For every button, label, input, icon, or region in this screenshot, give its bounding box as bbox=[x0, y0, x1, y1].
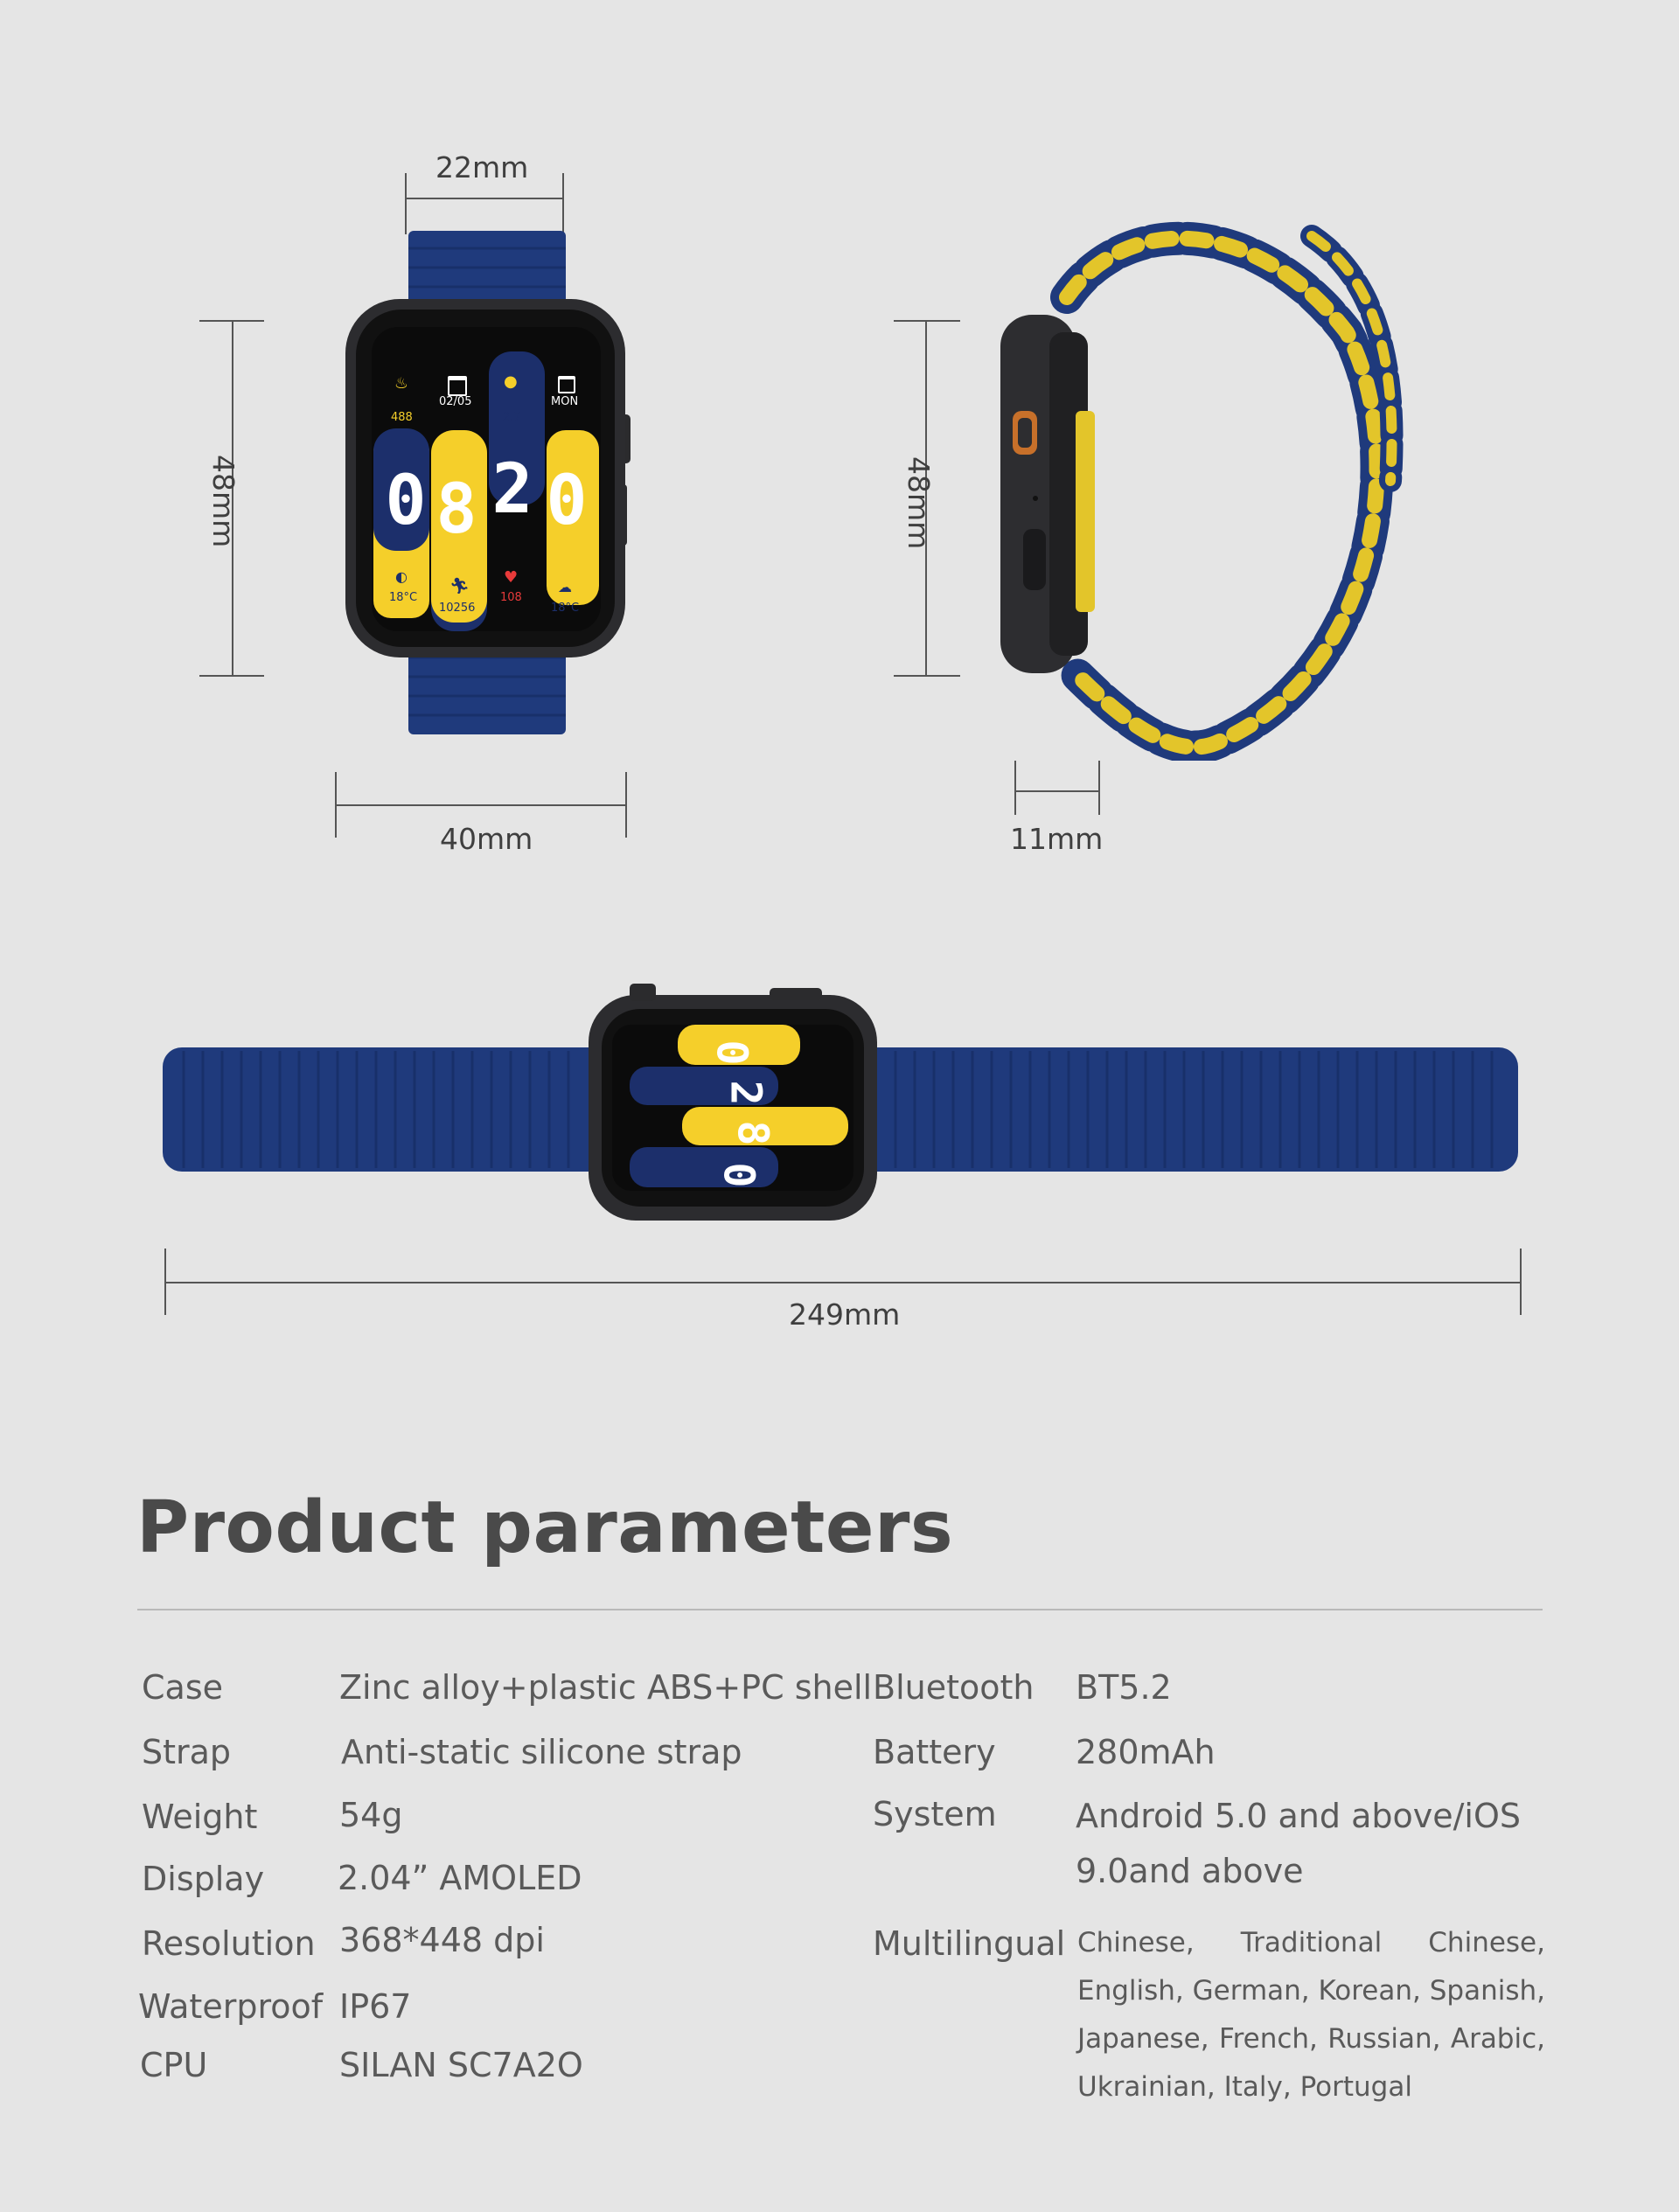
param-label-weight: Weight bbox=[142, 1798, 258, 1836]
param-label-multilingual: Multilingual bbox=[873, 1924, 1066, 1963]
dim-thickness: 11mm bbox=[1010, 822, 1104, 856]
dim-case-width: 40mm bbox=[440, 822, 533, 856]
face-digit-4: 0 bbox=[546, 462, 588, 540]
face-date: 02/05 bbox=[439, 395, 472, 408]
dim-total-length: 249mm bbox=[789, 1297, 901, 1332]
param-label-case: Case bbox=[142, 1668, 223, 1707]
front-watch-image bbox=[337, 229, 639, 736]
location-icon: ● bbox=[504, 372, 518, 391]
heart-icon: ♥ bbox=[504, 568, 519, 587]
param-value-cpu: SILAN SC7A2O bbox=[339, 2046, 583, 2084]
face-weather-temp: 18°C bbox=[551, 602, 580, 615]
param-label-system: System bbox=[873, 1795, 997, 1833]
param-value-case: Zinc alloy+plastic ABS+PC shell bbox=[339, 1668, 873, 1707]
param-value-system: Android 5.0 and above/iOS 9.0and above bbox=[1076, 1797, 1521, 1890]
param-value-multilingual: Chinese, Traditional Chinese, English, German, Korean, Spanish, Japanese, French, Russian, Arabic, Ukrainian, Italy, Portugal bbox=[1077, 1927, 1545, 2103]
param-value-bluetooth: BT5.2 bbox=[1076, 1668, 1172, 1707]
run-icon: 🏃︎ bbox=[449, 577, 470, 595]
param-value-strap: Anti-static silicone strap bbox=[341, 1733, 742, 1771]
flat-digit-3: 2 bbox=[721, 1080, 770, 1106]
weather-icon: ☁ bbox=[558, 579, 572, 595]
param-label-waterproof: Waterproof bbox=[138, 1987, 324, 2026]
param-label-bluetooth: Bluetooth bbox=[873, 1668, 1035, 1707]
face-weekday: MON bbox=[551, 395, 579, 408]
param-label-battery: Battery bbox=[873, 1733, 996, 1771]
side-watch-image bbox=[997, 219, 1417, 761]
param-value-resolution: 368*448 dpi bbox=[339, 1921, 545, 1959]
face-steps: 10256 bbox=[439, 602, 476, 615]
face-digit-3: 2 bbox=[491, 450, 533, 529]
flame-icon: ♨ bbox=[394, 374, 409, 393]
params-title: Product parameters bbox=[136, 1486, 954, 1569]
weekday-icon bbox=[558, 376, 575, 393]
dim-case-height-front: 48mm bbox=[206, 455, 240, 548]
flat-watch-image bbox=[157, 979, 1522, 1224]
param-value-weight: 54g bbox=[339, 1796, 403, 1834]
face-calories: 488 bbox=[391, 411, 413, 424]
param-value-battery: 280mAh bbox=[1076, 1733, 1216, 1771]
face-digit-2: 8 bbox=[435, 470, 477, 549]
calendar-icon bbox=[448, 376, 467, 396]
flat-digit-4: 0 bbox=[707, 1040, 756, 1066]
face-heart-rate: 108 bbox=[500, 591, 522, 604]
face-digit-1: 0 bbox=[385, 462, 427, 540]
param-label-cpu: CPU bbox=[140, 2046, 208, 2084]
flat-digit-2: 8 bbox=[728, 1120, 777, 1146]
dim-strap-width: 22mm bbox=[435, 150, 529, 184]
title-divider bbox=[137, 1609, 1543, 1610]
param-value-display: 2.04” AMOLED bbox=[338, 1859, 582, 1897]
droplet-icon: ◐ bbox=[395, 568, 408, 585]
param-label-resolution: Resolution bbox=[142, 1924, 316, 1963]
param-label-strap: Strap bbox=[142, 1733, 232, 1771]
face-humidity-temp: 18°C bbox=[389, 591, 418, 604]
face-distance: 2.7 bbox=[503, 411, 521, 424]
flat-digit-1: 0 bbox=[714, 1162, 763, 1188]
param-value-waterproof: IP67 bbox=[339, 1987, 412, 2026]
param-label-display: Display bbox=[142, 1860, 265, 1898]
dim-case-height-side: 48mm bbox=[902, 456, 936, 550]
